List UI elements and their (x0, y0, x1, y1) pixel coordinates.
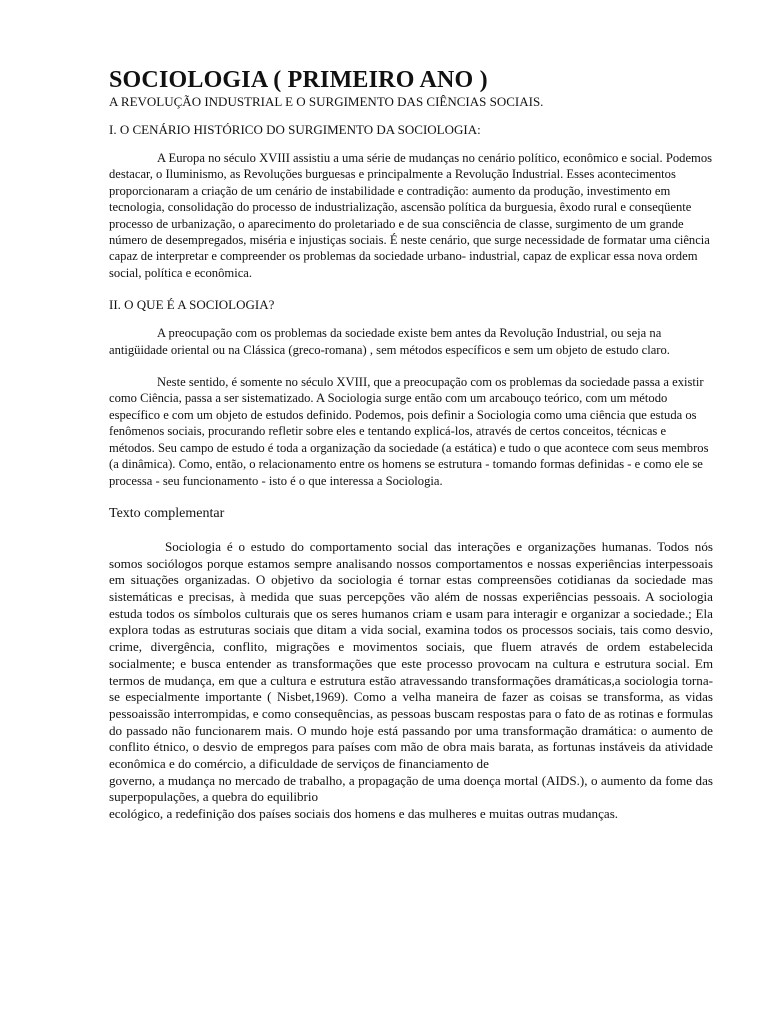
section-2-heading: II. O QUE É A SOCIOLOGIA? (109, 297, 275, 313)
section-2-paragraph-1-text: A preocupação com os problemas da sociedade existe bem antes da Revolução Industrial, ou seja na antigüidade oriental ou na Clássica (greco-romana) , sem métodos específicos e sem um objeto de estudo claro. (109, 326, 670, 357)
section-1-paragraph-text: A Europa no século XVIII assistiu a uma série de mudanças no cenário político, econômico e social. Podemos destacar, o Iluminismo, as Revoluções burguesas e principalmente a Revolução Industrial. Esses acontecimentos proporcionaram a criação de um cenário de instabilidade e contradição: aumento da produção, investimento em tecnologia, consolidação do processo de industrialização, ascensão política da burguesia, êxodo rural e conseqüente processo de urbanização, o aparecimento do proletariado e de sua consciência de classe, surgimento de um grande número de desempregados, miséria e injustiças sociais. É neste cenário, que surge necessidade de formatar uma ciência capaz de interpretar e compreender os problemas da sociedade urbano- industrial, capaz de explicar essa nova ordem social, política e econômica. (109, 151, 713, 280)
document-subtitle: A REVOLUÇÃO INDUSTRIAL E O SURGIMENTO DAS CIÊNCIAS SOCIAIS. (109, 94, 544, 109)
section-2-paragraph-1 (109, 325, 713, 358)
document-body (109, 66, 713, 823)
complementary-paragraph (109, 539, 713, 773)
document-title: SOCIOLOGIA ( PRIMEIRO ANO ) (109, 67, 488, 93)
section-2-paragraph-2-text: Neste sentido, é somente no século XVIII, que a preocupação com os problemas da sociedade passa a existir como Ciência, passa a ser sistematizado. A Sociologia surge então com um arcabouço teórico, com um método específico e com um objeto de estudos definido. Podemos, pois definir a Sociologia como uma ciência que estuda os fenômenos sociais, procurando refletir sobre eles e tentando explicá-los, através de certos conceitos, técnicas e métodos. Seu campo de estudo é toda a organização da sociedade (a estática) e tudo o que acontece com seus membros (a dinâmica). Como, então, o relacionamento entre os homens se estrutura - tomando formas definidas - e como ele se processa - seu funcionamento - isto é o que interessa a Sociologia. (109, 375, 709, 488)
complementary-heading: Texto complementar (109, 505, 225, 521)
complementary-line-2: governo, a mudança no mercado de trabalho, a propagação de uma doença mortal (AIDS.), o aumento da fome das superpopulações, a quebra do equilibrio (109, 772, 713, 805)
section-1-paragraph (109, 150, 713, 281)
section-1-heading: I. O CENÁRIO HISTÓRICO DO SURGIMENTO DA SOCIOLOGIA: (109, 122, 481, 137)
complementary-line-3: ecológico, a redefinição dos países sociais dos homens e das mulheres e muitas outras mudanças. (109, 806, 619, 822)
section-2-paragraph-2 (109, 374, 713, 489)
complementary-paragraph-text: Sociologia é o estudo do comportamento social das interações e organizações humanas. Todos nós somos sociólogos porque estamos sempre analisando nossos comportamentos e nossas experiências interpessoais em situações organizadas. O objetivo da sociologia é tornar estas compreensões cotidianas da sociedade mas sistemáticas e precisas, à medida que suas percepções vão além de nossas experiências pessoais. A sociologia estuda todos os símbolos culturais que os seres humanos criam e usam para interagir e organizar a sociedade.; Ela explora todas as estruturas sociais que ditam a vida social, examina todos os processos sociais, tais como desvio, crime, divergência, conflito, migrações e movimentos sociais, que fluem através de ordem estabelecida socialmente; e busca entender as transformações que este processo provocam na cultura e estrutura social. Em termos de mudança, em que a cultura e estrutura estão atravessando transformações dramáticas,a sociologia torna-se especialmente importante ( Nisbet,1969). Como a velha maneira de fazer as coisas se transforma, as vidas pessoaissão interrompidas, e como consequências, as pessoas buscam respostas para o fato de as rotinas e formulas do passado não funcionarem mais. O mundo hoje está passando por uma transformação dramática: o aumento de conflito étnico, o desvio de empregos para países com mão de obra mais barata, as fortunas instáveis da atividade econômica e do comércio, a dificuldade de serviços de financiamento de (109, 538, 713, 772)
